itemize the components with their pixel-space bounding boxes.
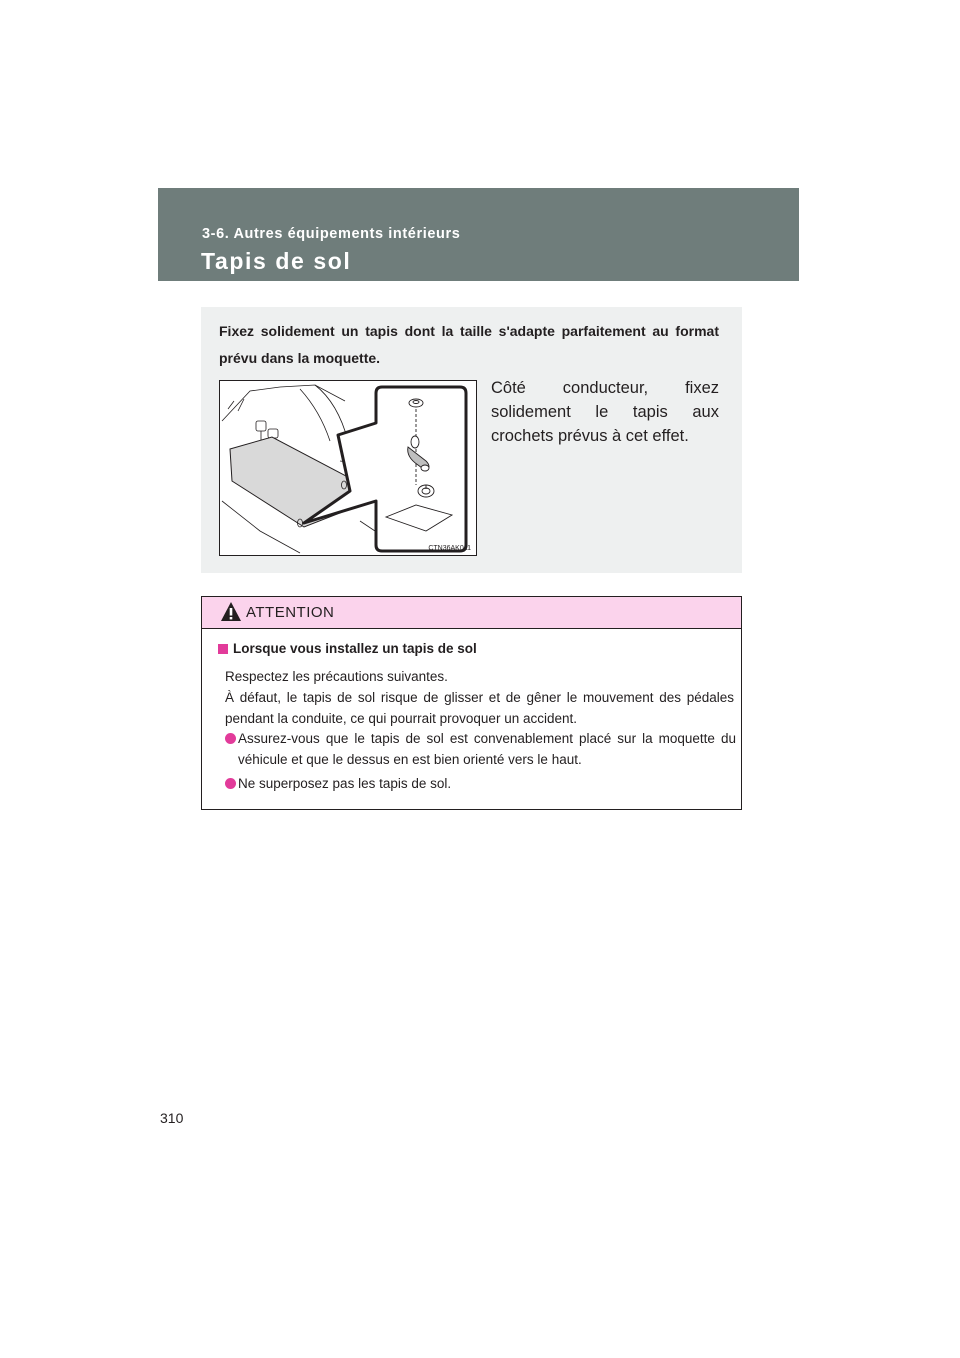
floor-mat-drawing	[220, 381, 476, 555]
warning-heading-text: Lorsque vous installez un tapis de sol	[233, 641, 477, 656]
warning-body	[225, 666, 734, 729]
warning-bullet	[225, 728, 736, 770]
warning-bullet-text: Ne superposez pas les tapis de sol.	[238, 776, 452, 791]
warning-heading	[218, 641, 477, 656]
bullet-dot-icon	[225, 733, 236, 744]
square-bullet-icon	[218, 644, 228, 654]
warning-title: ATTENTION	[246, 604, 335, 621]
warning-body-line-2: À défaut, le tapis de sol risque de glisser et de gêner le mouvement des pédales pendant la conduite, ce qui pourrait provoquer un accident.	[225, 690, 734, 726]
warning-triangle-icon	[220, 601, 242, 623]
warning-bullet	[225, 773, 736, 794]
warning-header	[202, 597, 741, 629]
section-label: 3-6. Autres équipements intérieurs	[202, 226, 461, 242]
warning-body-line-1: Respectez les précautions suivantes.	[225, 669, 448, 684]
warning-bullet-text: Assurez-vous que le tapis de sol est convenablement placé sur la moquette du véhicule et que le dessus en est bien orienté vers le haut.	[238, 731, 736, 767]
figure-code: CTN36AK011	[428, 545, 471, 552]
page-title: Tapis de sol	[201, 248, 352, 274]
warning-box	[201, 596, 742, 810]
floor-mat-illustration	[219, 380, 477, 556]
page-number: 310	[160, 1110, 184, 1126]
bullet-dot-icon	[225, 778, 236, 789]
side-instruction-text: Côté conducteur, fixez solidement le tapis aux crochets prévus à cet effet.	[491, 379, 719, 445]
intro-text: Fixez solidement un tapis dont la taille s'adapte parfaitement au format prévu dans la moquette.	[219, 323, 719, 366]
